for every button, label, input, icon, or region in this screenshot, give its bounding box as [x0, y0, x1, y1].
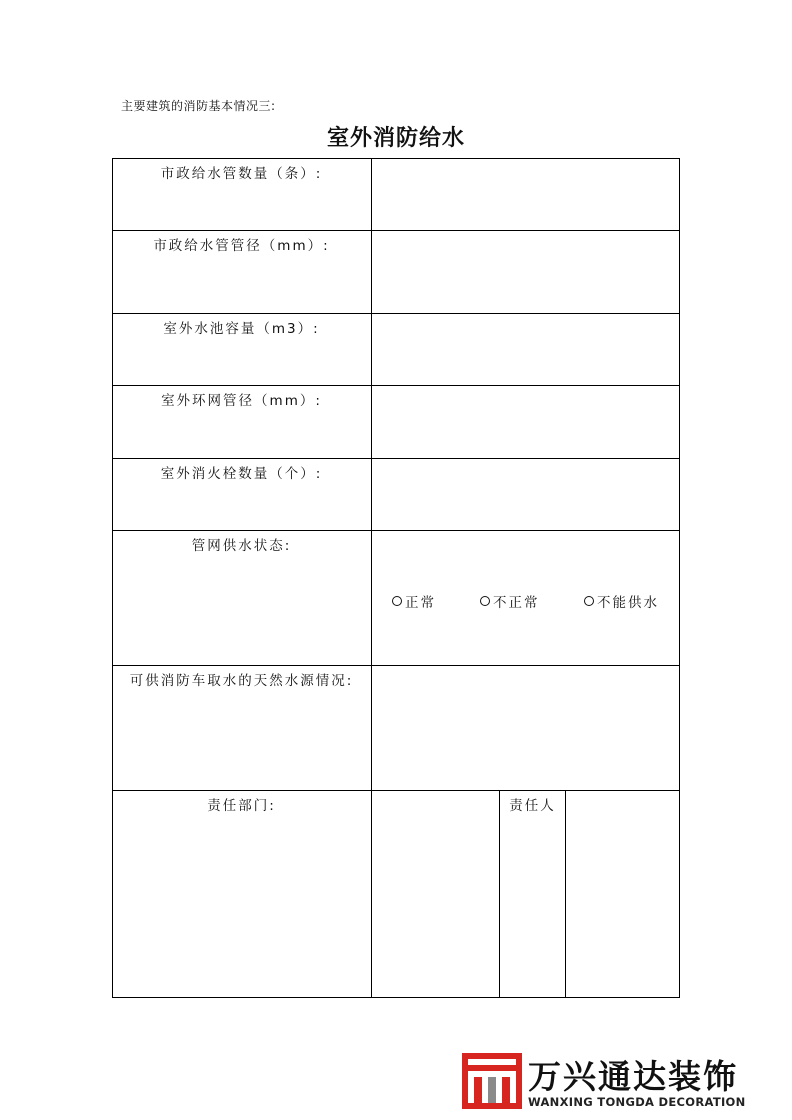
label-outdoor-pool-capacity: 室外水池容量（m3）: — [163, 321, 320, 337]
value-cell-responsible-department[interactable] — [372, 791, 499, 997]
label-supply-status: 管网供水状态: — [191, 538, 292, 554]
label-hydrant-count: 室外消火栓数量（个）: — [160, 466, 323, 482]
label-responsible-department: 责任部门: — [207, 798, 276, 814]
page-title: 室外消防给水 — [326, 126, 465, 151]
status-option-abnormal[interactable] — [480, 591, 540, 611]
radio-circle-icon[interactable] — [392, 596, 402, 606]
table-border-left — [112, 158, 113, 998]
watermark-name-cn: 万兴通达装饰 — [528, 1057, 738, 1096]
company-logo-icon — [462, 1053, 522, 1109]
label-municipal-pipe-diameter: 市政给水管管径（mm）: — [153, 238, 330, 254]
sub-column-divider — [499, 790, 500, 998]
value-cell-responsible-person[interactable] — [566, 791, 679, 997]
value-cell-municipal-pipe-diameter[interactable] — [372, 231, 679, 313]
label-municipal-pipe-count: 市政给水管数量（条）: — [160, 166, 323, 182]
table-border-bottom — [112, 997, 680, 998]
status-option-label: 正常 — [405, 595, 436, 611]
value-cell-natural-water-source[interactable] — [372, 666, 679, 790]
table-border-right — [679, 158, 680, 998]
value-cell-ring-network-diameter[interactable] — [372, 386, 679, 458]
label-natural-water-source: 可供消防车取水的天然水源情况: — [129, 673, 354, 689]
label-responsible-person: 责任人 — [509, 798, 556, 814]
value-cell-hydrant-count[interactable] — [372, 459, 679, 530]
label-ring-network-diameter: 室外环网管径（mm）: — [161, 393, 322, 409]
status-option-label: 不能供水 — [597, 595, 659, 611]
status-option-normal[interactable] — [392, 591, 436, 611]
value-cell-outdoor-pool-capacity[interactable] — [372, 314, 679, 385]
radio-circle-icon[interactable] — [584, 596, 594, 606]
row-divider — [112, 530, 680, 531]
value-cell-municipal-pipe-count[interactable] — [372, 159, 679, 230]
status-option-no-supply[interactable] — [584, 591, 659, 611]
status-option-label: 不正常 — [493, 595, 540, 611]
intro-text: 主要建筑的消防基本情况三: — [121, 99, 276, 113]
watermark-name-en: WANXING TONGDA DECORATION — [528, 1095, 746, 1109]
watermark-logo — [462, 1045, 782, 1115]
radio-circle-icon[interactable] — [480, 596, 490, 606]
